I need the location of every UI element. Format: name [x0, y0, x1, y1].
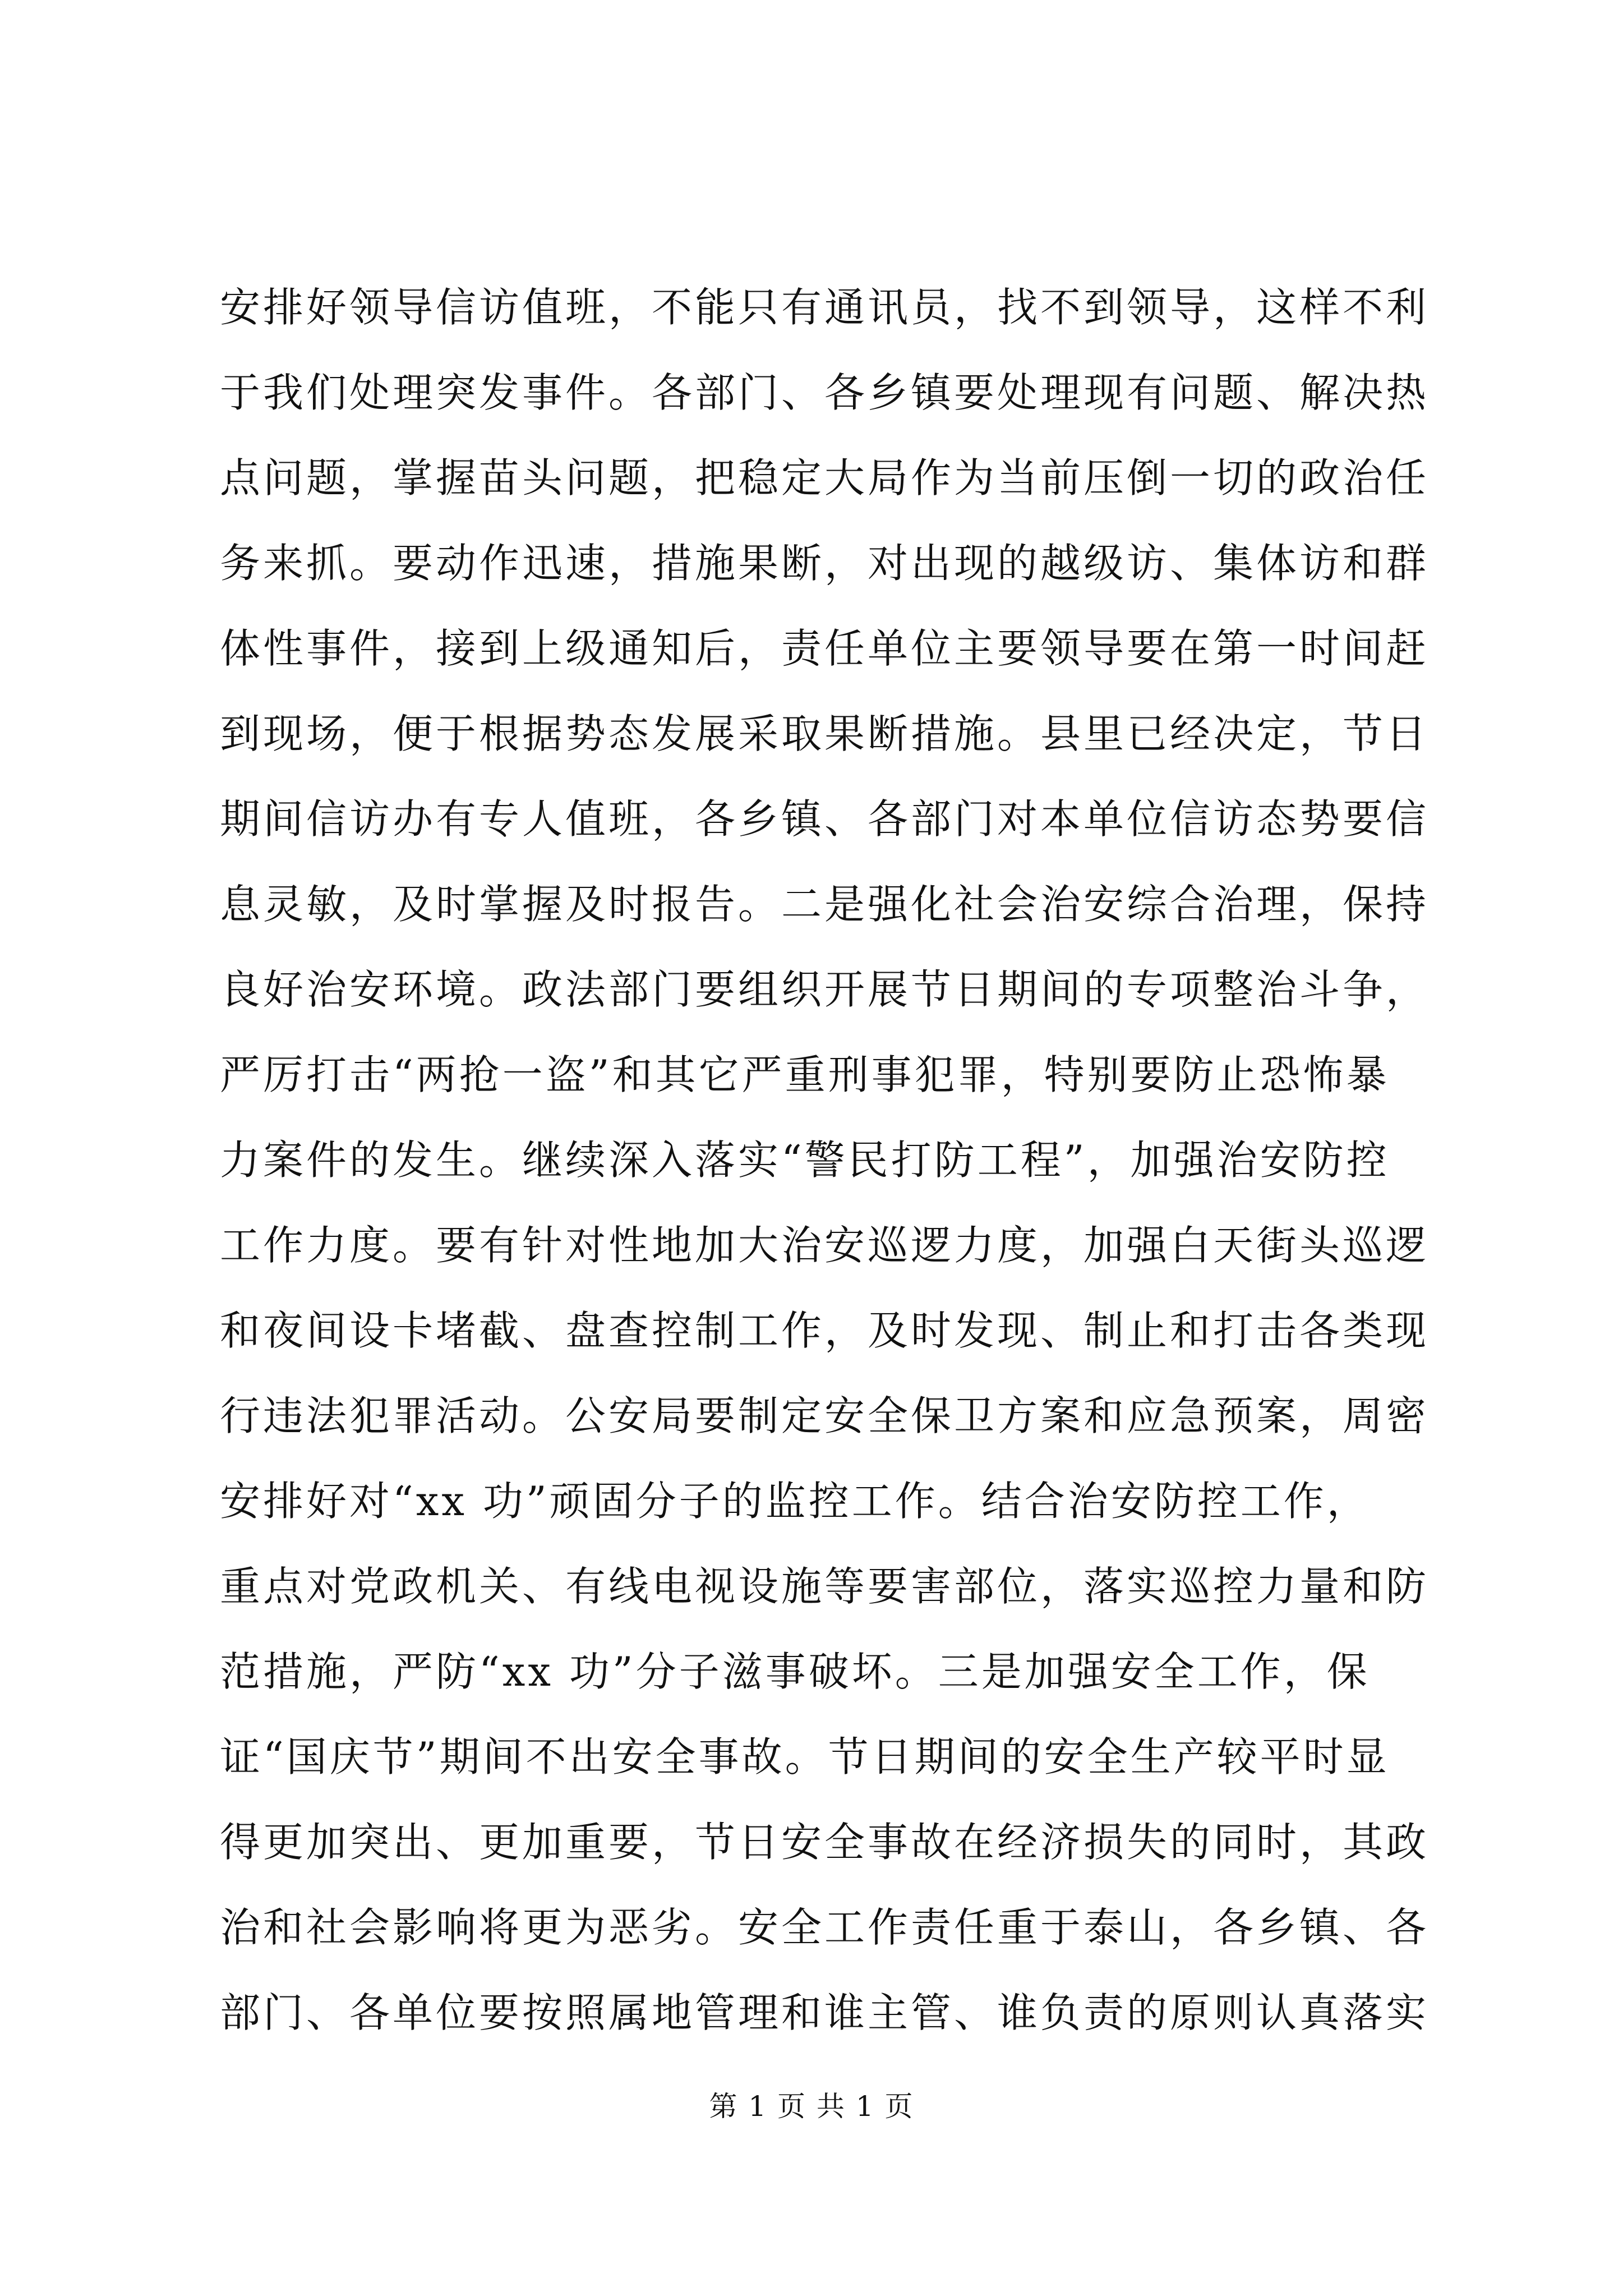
text-line: 息灵敏，及时掌握及时报告。二是强化社会治安综合治理，保持 [220, 881, 1430, 928]
text-line: 良好治安环境。政法部门要组织开展节日期间的专项整治斗争， [220, 966, 1430, 1013]
page-number-footer: 第 1 页 共 1 页 [709, 2090, 914, 2123]
text-line: 行违法犯罪活动。公安局要制定安全保卫方案和应急预案，周密 [220, 1392, 1430, 1439]
text-line: 点问题，掌握苗头问题，把稳定大局作为当前压倒一切的政治任 [220, 454, 1430, 501]
text-line: 治和社会影响将更为恶劣。安全工作责任重于泰山，各乡镇、各 [220, 1904, 1430, 1951]
text-line: 得更加突出、更加重要，节日安全事故在经济损失的同时，其政 [220, 1819, 1430, 1866]
text-line: 安排好对“xx 功”顽固分子的监控工作。结合治安防控工作， [220, 1478, 1370, 1525]
text-line: 于我们处理突发事件。各部门、各乡镇要处理现有问题、解决热 [220, 369, 1430, 416]
text-line: 严厉打击“两抢一盗”和其它严重刑事犯罪，特别要防止恐怖暴 [220, 1051, 1390, 1098]
text-line: 部门、各单位要按照属地管理和谁主管、谁负责的原则认真落实 [220, 1989, 1430, 2036]
text-line: 体性事件，接到上级通知后，责任单位主要领导要在第一时间赶 [220, 625, 1430, 672]
body-text [220, 265, 1430, 2055]
text-line: 到现场，便于根据势态发展采取果断措施。县里已经决定，节日 [220, 710, 1430, 757]
text-line: 范措施，严防“xx 功”分子滋事破坏。三是加强安全工作，保 [220, 1648, 1370, 1695]
text-line: 证“国庆节”期间不出安全事故。节日期间的安全生产较平时显 [220, 1733, 1390, 1780]
text-line: 工作力度。要有针对性地加大治安巡逻力度，加强白天街头巡逻 [220, 1222, 1430, 1269]
text-line: 重点对党政机关、有线电视设施等要害部位，落实巡控力量和防 [220, 1563, 1430, 1610]
text-line: 务来抓。要动作迅速，措施果断，对出现的越级访、集体访和群 [220, 540, 1430, 587]
text-line: 安排好领导信访值班，不能只有通讯员，找不到领导，这样不利 [220, 284, 1430, 331]
text-line: 期间信访办有专人值班，各乡镇、各部门对本单位信访态势要信 [220, 795, 1430, 843]
text-line: 力案件的发生。继续深入落实“警民打防工程”，加强治安防控 [220, 1137, 1390, 1184]
text-line: 和夜间设卡堵截、盘查控制工作，及时发现、制止和打击各类现 [220, 1307, 1430, 1354]
